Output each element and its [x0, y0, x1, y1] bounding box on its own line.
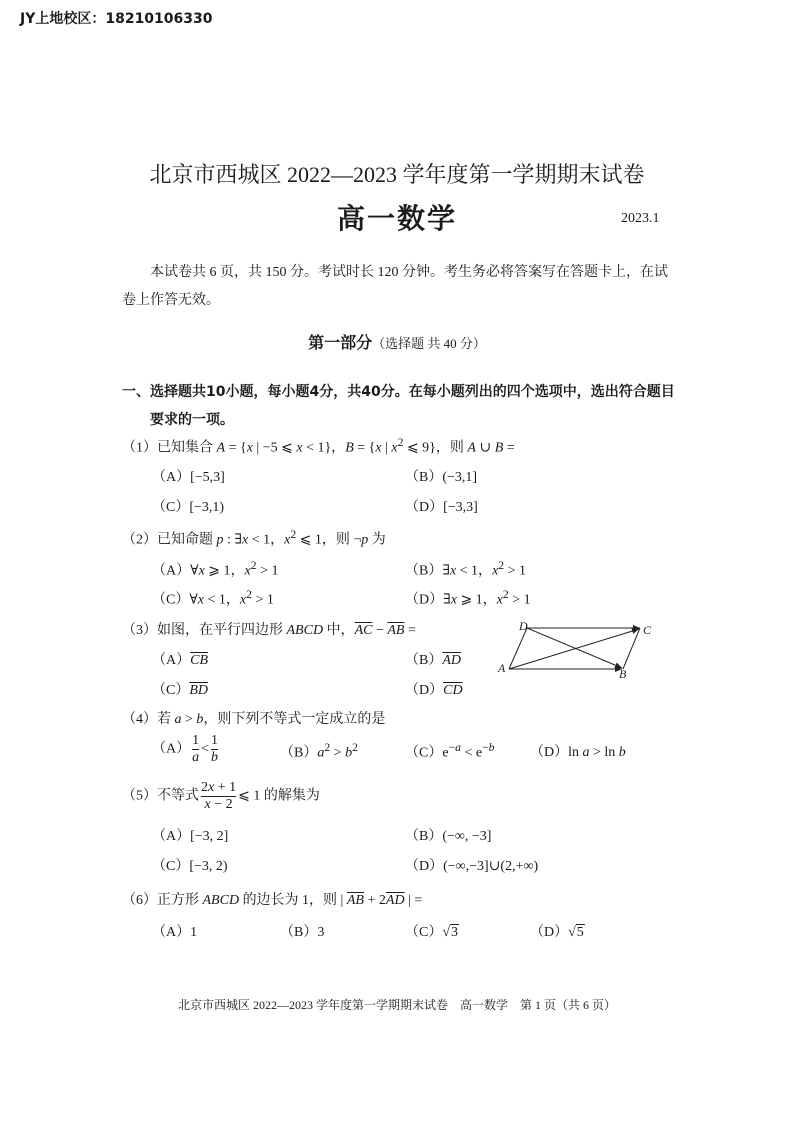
part-note: （选择题 共 40 分）: [372, 336, 486, 351]
q5-option-b[interactable]: （B）(−∞, −3]: [405, 829, 492, 844]
q4-option-c[interactable]: $(C)e^{-a} < e^{-b}$: [405, 741, 495, 761]
q3-option-c[interactable]: $(C)\overline{BD}$: [152, 683, 209, 698]
question-3-stem: （3）如图，在平行四边形 ABCD 中，$\overline{AC} - \overline{AB}$ =: [122, 623, 416, 638]
q2-option-b[interactable]: （B）∃x < 1，$x^2 > 1$: [405, 559, 527, 579]
question-2-stem: （2）已知命题 p : ∃x < 1，$x^2$ ⩽ 1，则 ¬p 为: [122, 528, 386, 548]
edge-bc: [623, 628, 640, 669]
label-a: A: [498, 661, 506, 675]
q1-option-a[interactable]: （A）[−5,3]: [152, 470, 225, 485]
q2-option-c[interactable]: （C）∀x < 1，$x^2 > 1$: [152, 588, 274, 608]
edge-ad: [509, 628, 527, 669]
q5-option-a[interactable]: （A）[−3, 2]: [152, 829, 229, 844]
question-1-stem: （1）已知集合 A = {x | −5 ⩽ x < 1}，B = {x | $x^2$ ⩽ 9}，则 A ∪ B =: [122, 436, 515, 456]
exam-date: 2023.1: [621, 211, 660, 226]
campus-header: JY上地校区：18210106330: [20, 11, 213, 27]
label-d: D: [519, 619, 528, 633]
q2-option-d[interactable]: （D）∃x ⩾ 1，$x^2 > 1$: [405, 588, 531, 608]
label-b: B: [619, 667, 627, 679]
q6-option-b[interactable]: （B）3: [280, 925, 325, 940]
page-footer: 北京市西城区 2022—2023 学年度第一学期期末试卷 高一数学 第 1 页（共 6 页）: [177, 998, 616, 1012]
q3-option-d[interactable]: $(D)\overline{CD}$: [405, 683, 463, 698]
parallelogram-figure: [495, 617, 655, 679]
q3-option-a[interactable]: $(A)\overline{CB}$: [152, 653, 209, 668]
question-5-stem: （5）不等式 $\frac{2x + 1}{x - 2}$ ⩽ 1 的解集为: [122, 780, 320, 812]
q5-option-d[interactable]: （D）(−∞,−3]∪(2,+∞): [405, 859, 539, 874]
q4-option-a[interactable]: （A） $\frac{1}{a}$ < $\frac{1}{b}$: [152, 733, 219, 765]
subject-title: 高一数学: [336, 202, 457, 235]
q6-option-c[interactable]: （C）√3: [405, 925, 459, 940]
section-line-2: 要求的一项。: [150, 412, 234, 428]
q4-option-b[interactable]: $(B)a^2 > b^2$: [280, 741, 358, 761]
q6-option-a[interactable]: （A）1: [152, 925, 198, 940]
q1-option-b[interactable]: （B）(−3,1]: [405, 470, 478, 485]
q1-option-d[interactable]: （D）[−3,3]: [405, 500, 478, 515]
q6-option-d[interactable]: （D）√5: [530, 925, 584, 940]
exam-title: 北京市西城区 2022—2023 学年度第一学期期末试卷: [149, 162, 645, 187]
question-4-stem: （4）若 a > b，则下列不等式一定成立的是: [122, 712, 386, 727]
vector-ac: [509, 629, 639, 669]
section-heading: [122, 378, 682, 434]
q1-option-c[interactable]: （C）[−3,1): [152, 500, 225, 515]
q5-option-c[interactable]: （C）[−3, 2): [152, 859, 228, 874]
question-6-stem: （6）正方形 ABCD 的边长为 1，则 | $\overline{AB} + 2\overline{AD}$ | =: [122, 893, 423, 908]
vector-db: [527, 628, 622, 668]
q3-option-b[interactable]: $(B)\overline{AD}$: [405, 653, 462, 668]
part-name: 第一部分: [308, 333, 373, 352]
q2-option-a[interactable]: （A）∀x ⩾ 1，$x^2 > 1$: [152, 559, 279, 579]
intro-text: 本试卷共 6 页，共 150 分。考试时长 120 分钟。考生务必将答案写在答题卡上，在试卷上作答无效。: [122, 265, 668, 308]
section-line-1: 一、选择题共10小题，每小题4分，共40分。在每小题列出的四个选项中，选出符合题目: [122, 384, 675, 400]
label-c: C: [643, 623, 652, 637]
q4-option-d[interactable]: （D）ln a > ln b: [530, 745, 626, 760]
part-heading: [0, 330, 794, 353]
